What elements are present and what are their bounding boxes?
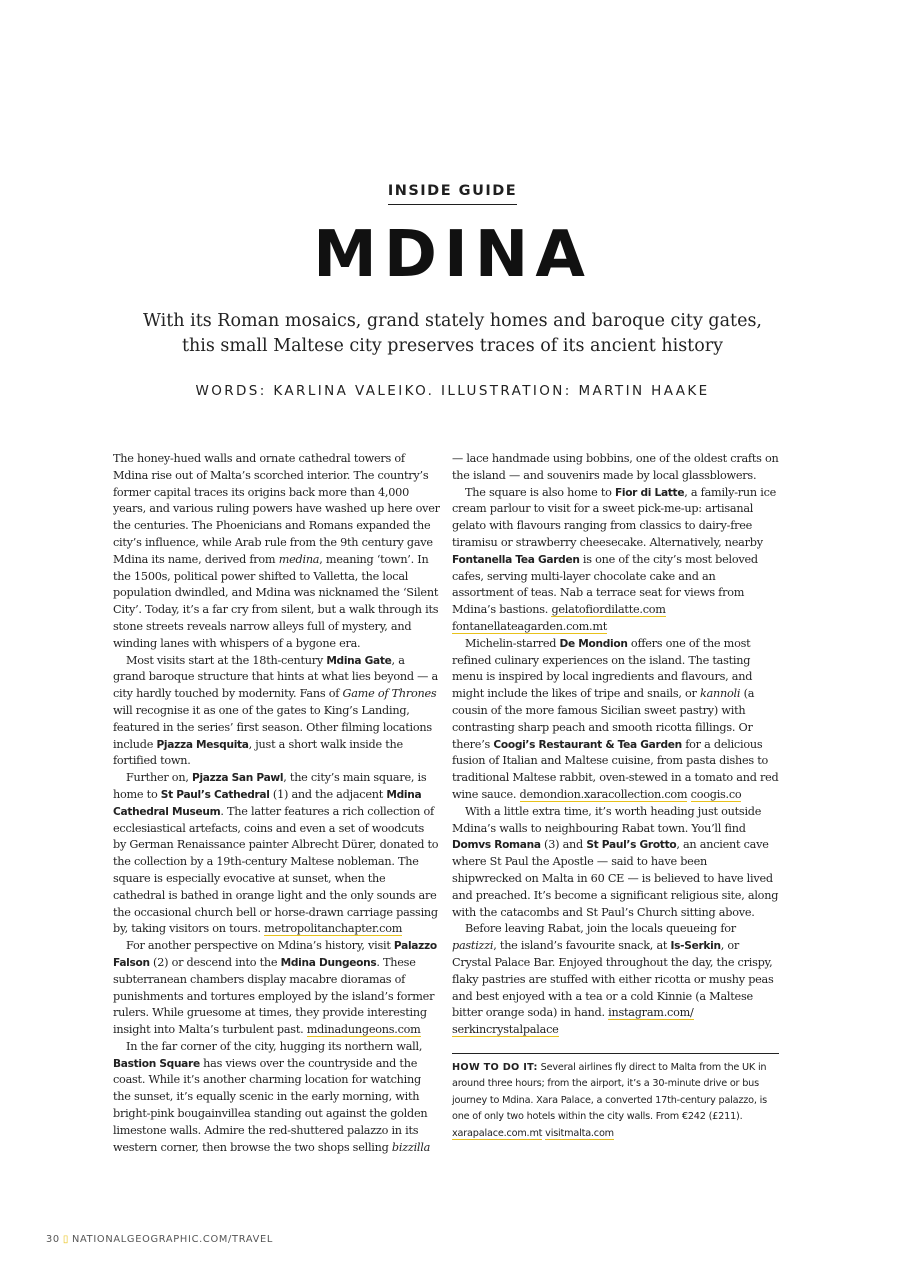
web-link[interactable]: xarapalace.com.mt — [452, 1127, 543, 1139]
place-name: Mdina Cathedral Museum — [113, 788, 422, 818]
place-name: Mdina Dungeons — [280, 956, 377, 969]
web-link[interactable]: coogis.co — [690, 787, 742, 801]
paragraph: With a little extra time, it’s worth heading just outside Mdina’s walls to neighbouring Rabat town. You’ll find Domvs Romana (3) and St Paul’s Grotto, an ancient cave where St Paul the Apostle — said to have been shipwrecked on Malta in 60 CE — is believed to have lived and preached. It’s become a significant religious site, along with the catacombs and St Paul’s Church sitting above. — [452, 804, 779, 919]
byline: WORDS: KARLINA VALEIKO. ILLUSTRATION: MARTIN HAAKE — [195, 383, 710, 399]
web-link[interactable]: instagram.com/ serkincrystalpalace — [452, 1006, 694, 1037]
web-link[interactable]: visitmalta.com — [545, 1127, 614, 1139]
web-link[interactable]: mdinadungeons.com — [306, 1023, 421, 1037]
place-name: Pjazza San Pawl — [191, 772, 284, 785]
place-name: Is-Serkin — [670, 940, 721, 953]
paragraph: — lace handmade using bobbins, one of the oldest crafts on the island — and souvenirs made by local glassblowers. — [452, 452, 779, 482]
paragraph: Before leaving Rabat, join the locals queueing for pastizzi, the island’s favourite snack, at Is-Serkin, or Crystal Palace Bar. Enjoyed throughout the day, the crispy, flaky pastries are stuffed with either ricotta or mushy peas and best enjoyed with a tea or a cold Kinnie (a Maltese bitter orange soda) in hand. instagram.com/ serkincrystalpalace — [452, 922, 774, 1037]
kicker-label: INSIDE GUIDE — [388, 183, 517, 205]
place-name: Coogi’s Restaurant & Tea Garden — [493, 738, 682, 751]
paragraph: In the far corner of the city, hugging its northern wall, Bastion Square has views over the countryside and the coast. While it’s another charming location for watching the sunset, it’s equally scenic in the early morning, with bright-pink bougainvillea standing out against the golden limestone walls. Admire the red-shuttered palazzo in its western corner, then browse the two shops selling bizzilla — [113, 1039, 431, 1154]
paragraph: For another perspective on Mdina’s history, visit Palazzo Falson (2) or descend into the Mdina Dungeons. These subterranean chambers display macabre dioramas of punishments and tortures employed by the island’s former rulers. While gruesome at times, they provide interesting insight into Malta’s turbulent past. mdinadungeons.com — [113, 939, 437, 1037]
place-name: Mdina Gate — [326, 654, 392, 667]
how-to-label: HOW TO DO IT: — [452, 1061, 538, 1073]
section-kicker — [0, 180, 905, 205]
paragraph: The square is also home to Fior di Latte, a family-run ice cream parlour to visit for a sweet pick-me-up: artisanal gelato with flavours ranging from classics to dairy-free tiramisu or strawberry cheesecake. Alternatively, nearby Fontanella Tea Garden is one of the city’s most beloved cafes, serving multi-layer chocolate cake and an assortment of teas. Nab a terrace seat for views from Mdina’s bastions. gelatofiordilatte.com fontanellateagarden.com.mt — [452, 485, 777, 633]
text-column-right — [452, 451, 779, 1142]
place-name: De Mondion — [559, 637, 628, 650]
standfirst-line-1: With its Roman mosaics, grand stately homes and baroque city gates, — [142, 311, 762, 331]
how-to-text: Several airlines fly direct to Malta from the UK in around three hours; from the airport, it’s a 30-minute drive or bus journey to Mdina. Xara Palace, a converted 17th-century palazzo, is one of only two hotels within the city walls. From €242 (£211). — [452, 1061, 768, 1123]
paragraph: Further on, Pjazza San Pawl, the city’s main square, is home to St Paul’s Cathedral (1) and the adjacent Mdina Cathedral Museum. The latter features a rich collection of ecclesiastical artefacts, coins and even a set of woodcuts by German Renaissance painter Albrecht Dürer, donated to the collection by a 19th-century Maltese nobleman. The square is especially evocative at sunset, when the cathedral is bathed in orange light and the only sounds are the occasional church bell or horse-drawn carriage passing by, taking visitors on tours. metropolitanchapter.com — [113, 771, 439, 936]
paragraph: Most visits start at the 18th-century Mdina Gate, a grand baroque structure that hints at what lies beyond — a city hardly touched by modernity. Fans of Game of Thrones will recognise it as one of the gates to King’s Landing, featured in the series’ first season. Other filming locations include Pjazza Mesquita, just a short walk inside the fortified town. — [113, 653, 438, 768]
footer-site: NATIONALGEOGRAPHIC.COM/TRAVEL — [71, 1234, 274, 1245]
place-name: Bastion Square — [113, 1057, 200, 1070]
paragraph: The honey-hued walls and ornate cathedral towers of Mdina rise out of Malta’s scorched interior. The country’s former capital traces its origins back more than 4,000 years, and various ruling powers have washed up here over the centuries. The Phoenicians and Romans expanded the city’s influence, while Arab rule from the 9th century gave Mdina its name, derived from medina, meaning ‘town’. In the 1500s, political power shifted to Valletta, the local population dwindled, and Mdina was nicknamed the ‘Silent City’. Today, it’s a far cry from silent, but a walk through its stone streets reveals narrow alleys full of mystery, and winding lanes with whispers of a bygone era. — [113, 452, 440, 650]
place-name: Domvs Romana — [452, 839, 541, 852]
web-link[interactable]: demondion.xaracollection.com — [519, 787, 688, 801]
separator-bar-icon: ▯ — [62, 1234, 69, 1245]
place-name: St Paul’s Cathedral — [160, 788, 270, 801]
paragraph: Michelin-starred De Mondion offers one of the most refined culinary experiences on the island. The tasting menu is inspired by local ingredients and flavours, and might include the likes of tripe and snails, or kannoli (a cousin of the more famous Sicilian sweet pastry) with contrasting sharp peach and smooth ricotta fillings. Or there’s Coogi’s Restaurant & Tea Garden for a delicious fusion of Italian and Maltese cuisine, from pasta dishes to traditional Maltese rabbit, oven-stewed in a tomato and red wine sauce. demondion.xaracollection.com coogis.co — [452, 636, 779, 801]
place-name: St Paul’s Grotto — [586, 839, 677, 852]
page-number: 30 — [46, 1234, 60, 1245]
web-link[interactable]: gelatofiordilatte.com — [551, 603, 666, 617]
place-name: Palazzo Falson — [113, 940, 437, 969]
text-column-left — [113, 451, 440, 1156]
how-to-do-it-box — [452, 1053, 779, 1143]
page-footer — [46, 1234, 273, 1245]
standfirst — [120, 309, 785, 359]
web-link[interactable]: fontanellateagarden.com.mt — [452, 619, 608, 633]
article-title: MDINA — [313, 218, 592, 292]
standfirst-line-2: this small Maltese city preserves traces of its ancient history — [181, 336, 723, 356]
place-name: Fontanella Tea Garden — [452, 553, 580, 566]
place-name: Pjazza Mesquita — [156, 738, 249, 751]
web-link[interactable]: metropolitanchapter.com — [264, 922, 403, 936]
place-name: Fior di Latte — [614, 486, 685, 499]
